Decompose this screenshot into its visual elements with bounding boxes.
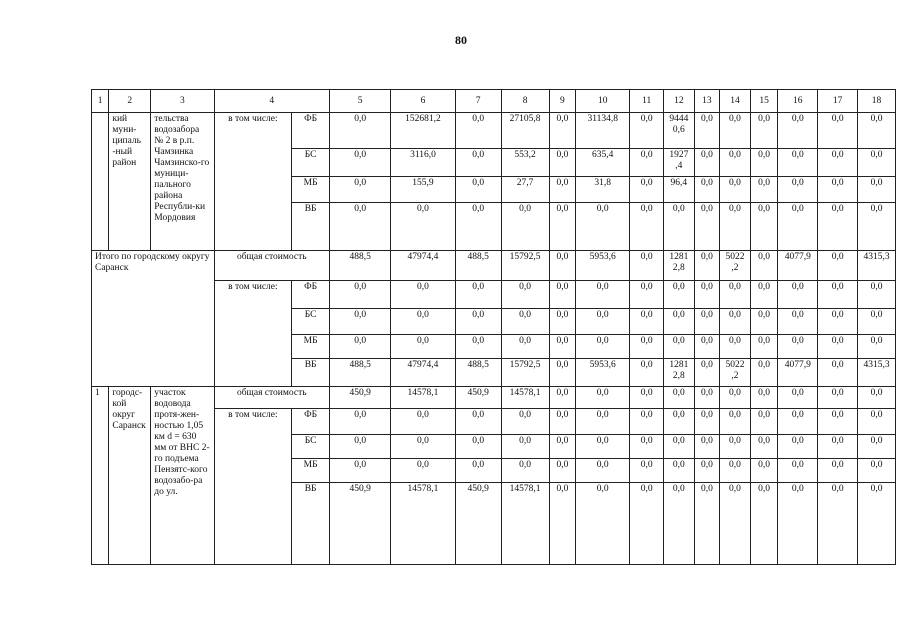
column-header: 14 bbox=[720, 90, 751, 113]
value-cell: 0,0 bbox=[720, 459, 751, 483]
value-cell: 0,0 bbox=[818, 309, 858, 335]
value-cell: 0,0 bbox=[750, 149, 778, 177]
value-cell: 0,0 bbox=[818, 335, 858, 359]
value-cell: 0,0 bbox=[750, 281, 778, 309]
value-cell: 0,0 bbox=[664, 203, 695, 251]
value-cell: 27105,8 bbox=[501, 113, 549, 149]
column-header: 13 bbox=[694, 90, 720, 113]
value-cell: 0,0 bbox=[750, 387, 778, 409]
value-cell: 488,5 bbox=[455, 251, 501, 281]
value-cell: 450,9 bbox=[330, 483, 391, 565]
fund-code-cell: БС bbox=[292, 435, 330, 459]
value-cell: 0,0 bbox=[630, 251, 664, 281]
value-cell: 0,0 bbox=[720, 149, 751, 177]
value-cell: 0,0 bbox=[576, 203, 630, 251]
value-cell: 0,0 bbox=[750, 483, 778, 565]
value-cell: 0,0 bbox=[576, 435, 630, 459]
value-cell: 1927 ,4 bbox=[664, 149, 695, 177]
fund-code-cell: ВБ bbox=[292, 483, 330, 565]
value-cell: 0,0 bbox=[501, 281, 549, 309]
column-header: 7 bbox=[455, 90, 501, 113]
district-cell: городс-кой округ Саранск bbox=[109, 387, 151, 565]
value-cell: 96,4 bbox=[664, 177, 695, 203]
value-cell: 47974,4 bbox=[391, 359, 455, 387]
value-cell: 450,9 bbox=[455, 387, 501, 409]
value-cell: 0,0 bbox=[455, 435, 501, 459]
value-cell: 4077,9 bbox=[778, 359, 818, 387]
value-cell: 0,0 bbox=[630, 335, 664, 359]
value-cell: 0,0 bbox=[576, 387, 630, 409]
including-label: в том числе: bbox=[214, 113, 292, 251]
fund-code-cell: БС bbox=[292, 149, 330, 177]
row-number-cell bbox=[92, 113, 109, 251]
column-header: 2 bbox=[109, 90, 151, 113]
value-cell: 5022 ,2 bbox=[720, 359, 751, 387]
value-cell: 0,0 bbox=[455, 281, 501, 309]
column-header: 12 bbox=[664, 90, 695, 113]
value-cell: 0,0 bbox=[750, 335, 778, 359]
value-cell: 152681,2 bbox=[391, 113, 455, 149]
value-cell: 0,0 bbox=[630, 203, 664, 251]
value-cell: 0,0 bbox=[778, 113, 818, 149]
value-cell: 0,0 bbox=[455, 335, 501, 359]
value-cell: 0,0 bbox=[818, 251, 858, 281]
value-cell: 0,0 bbox=[858, 387, 896, 409]
value-cell: 0,0 bbox=[549, 459, 576, 483]
value-cell: 0,0 bbox=[549, 435, 576, 459]
fund-code-cell: ФБ bbox=[292, 113, 330, 149]
value-cell: 0,0 bbox=[330, 149, 391, 177]
value-cell: 0,0 bbox=[549, 113, 576, 149]
value-cell: 0,0 bbox=[576, 459, 630, 483]
value-cell: 0,0 bbox=[330, 177, 391, 203]
value-cell: 0,0 bbox=[576, 483, 630, 565]
value-cell: 635,4 bbox=[576, 149, 630, 177]
value-cell: 0,0 bbox=[694, 387, 720, 409]
value-cell: 0,0 bbox=[720, 203, 751, 251]
value-cell: 0,0 bbox=[720, 409, 751, 435]
value-cell: 0,0 bbox=[778, 483, 818, 565]
column-header: 11 bbox=[630, 90, 664, 113]
value-cell: 14578,1 bbox=[391, 387, 455, 409]
value-cell: 14578,1 bbox=[501, 483, 549, 565]
value-cell: 0,0 bbox=[778, 177, 818, 203]
object-name-cell: участок водовода протя-жен-ностью 1,05 км d = 630 мм от ВНС 2-го подъема Пензятс-кого водозабо-ра до ул. bbox=[151, 387, 214, 565]
value-cell: 0,0 bbox=[818, 483, 858, 565]
fund-code-cell: МБ bbox=[292, 177, 330, 203]
table-row bbox=[92, 113, 896, 149]
object-name-cell: тельства водозабора № 2 в р.п. Чамзинка Чамзинско-го муници-пального района Республи-ки Мордовия bbox=[151, 113, 214, 251]
value-cell: 0,0 bbox=[664, 387, 695, 409]
value-cell: 0,0 bbox=[576, 281, 630, 309]
value-cell: 0,0 bbox=[630, 435, 664, 459]
column-header: 9 bbox=[549, 90, 576, 113]
value-cell: 0,0 bbox=[630, 483, 664, 565]
column-header: 1 bbox=[92, 90, 109, 113]
fund-code-cell: ВБ bbox=[292, 203, 330, 251]
column-header: 8 bbox=[501, 90, 549, 113]
value-cell: 0,0 bbox=[549, 203, 576, 251]
value-cell: 0,0 bbox=[576, 335, 630, 359]
value-cell: 0,0 bbox=[694, 281, 720, 309]
value-cell: 0,0 bbox=[501, 203, 549, 251]
value-cell: 0,0 bbox=[549, 359, 576, 387]
page-number: 80 bbox=[455, 33, 467, 47]
value-cell: 0,0 bbox=[720, 335, 751, 359]
value-cell: 0,0 bbox=[778, 203, 818, 251]
value-cell: 0,0 bbox=[858, 459, 896, 483]
value-cell: 0,0 bbox=[391, 335, 455, 359]
value-cell: 0,0 bbox=[549, 309, 576, 335]
value-cell: 15792,5 bbox=[501, 359, 549, 387]
value-cell: 0,0 bbox=[664, 335, 695, 359]
value-cell: 0,0 bbox=[501, 459, 549, 483]
value-cell: 0,0 bbox=[664, 435, 695, 459]
value-cell: 0,0 bbox=[818, 281, 858, 309]
value-cell: 0,0 bbox=[694, 459, 720, 483]
value-cell: 0,0 bbox=[818, 359, 858, 387]
city-total-label: Итого по городскому округу Саранск bbox=[92, 251, 215, 387]
value-cell: 0,0 bbox=[818, 149, 858, 177]
value-cell: 4315,3 bbox=[858, 251, 896, 281]
value-cell: 0,0 bbox=[694, 113, 720, 149]
value-cell: 0,0 bbox=[750, 359, 778, 387]
value-cell: 0,0 bbox=[549, 281, 576, 309]
value-cell: 0,0 bbox=[750, 435, 778, 459]
fund-code-cell: МБ bbox=[292, 459, 330, 483]
value-cell: 47974,4 bbox=[391, 251, 455, 281]
value-cell: 0,0 bbox=[330, 335, 391, 359]
value-cell: 0,0 bbox=[455, 177, 501, 203]
value-cell: 0,0 bbox=[330, 459, 391, 483]
value-cell: 0,0 bbox=[750, 251, 778, 281]
total-cost-label: общая стоимость bbox=[214, 251, 329, 281]
value-cell: 0,0 bbox=[750, 113, 778, 149]
value-cell: 0,0 bbox=[501, 435, 549, 459]
value-cell: 0,0 bbox=[778, 335, 818, 359]
value-cell: 0,0 bbox=[630, 387, 664, 409]
district-cell: кий муни-ципаль -ный район bbox=[109, 113, 151, 251]
value-cell: 0,0 bbox=[750, 309, 778, 335]
value-cell: 0,0 bbox=[391, 435, 455, 459]
value-cell: 553,2 bbox=[501, 149, 549, 177]
value-cell: 0,0 bbox=[455, 459, 501, 483]
total-row bbox=[92, 387, 896, 409]
value-cell: 9444 0,6 bbox=[664, 113, 695, 149]
value-cell: 488,5 bbox=[455, 359, 501, 387]
value-cell: 0,0 bbox=[455, 203, 501, 251]
value-cell: 0,0 bbox=[576, 409, 630, 435]
value-cell: 0,0 bbox=[778, 459, 818, 483]
value-cell: 0,0 bbox=[750, 203, 778, 251]
value-cell: 0,0 bbox=[391, 309, 455, 335]
value-cell: 0,0 bbox=[664, 309, 695, 335]
value-cell: 31134,8 bbox=[576, 113, 630, 149]
value-cell: 0,0 bbox=[576, 309, 630, 335]
value-cell: 488,5 bbox=[330, 359, 391, 387]
value-cell: 0,0 bbox=[720, 281, 751, 309]
value-cell: 0,0 bbox=[694, 435, 720, 459]
including-label: в том числе: bbox=[214, 409, 292, 565]
value-cell: 0,0 bbox=[694, 483, 720, 565]
value-cell: 31,8 bbox=[576, 177, 630, 203]
value-cell: 0,0 bbox=[720, 177, 751, 203]
value-cell: 0,0 bbox=[818, 113, 858, 149]
value-cell: 0,0 bbox=[694, 149, 720, 177]
column-header: 18 bbox=[858, 90, 896, 113]
value-cell: 0,0 bbox=[549, 483, 576, 565]
value-cell: 0,0 bbox=[630, 281, 664, 309]
value-cell: 14578,1 bbox=[391, 483, 455, 565]
value-cell: 0,0 bbox=[818, 203, 858, 251]
value-cell: 0,0 bbox=[455, 309, 501, 335]
value-cell: 0,0 bbox=[630, 359, 664, 387]
table-body bbox=[92, 90, 896, 565]
value-cell: 0,0 bbox=[501, 335, 549, 359]
value-cell: 0,0 bbox=[330, 309, 391, 335]
value-cell: 0,0 bbox=[549, 335, 576, 359]
value-cell: 0,0 bbox=[694, 409, 720, 435]
value-cell: 0,0 bbox=[630, 409, 664, 435]
value-cell: 14578,1 bbox=[501, 387, 549, 409]
value-cell: 0,0 bbox=[630, 309, 664, 335]
value-cell: 0,0 bbox=[858, 483, 896, 565]
value-cell: 0,0 bbox=[720, 113, 751, 149]
value-cell: 0,0 bbox=[720, 435, 751, 459]
column-header: 3 bbox=[151, 90, 214, 113]
value-cell: 1281 2,8 bbox=[664, 359, 695, 387]
value-cell: 0,0 bbox=[858, 309, 896, 335]
value-cell: 0,0 bbox=[858, 203, 896, 251]
value-cell: 15792,5 bbox=[501, 251, 549, 281]
value-cell: 0,0 bbox=[501, 409, 549, 435]
column-header: 16 bbox=[778, 90, 818, 113]
value-cell: 5022 ,2 bbox=[720, 251, 751, 281]
column-header: 6 bbox=[391, 90, 455, 113]
fund-code-cell: ФБ bbox=[292, 281, 330, 309]
value-cell: 0,0 bbox=[630, 113, 664, 149]
fund-code-cell: МБ bbox=[292, 335, 330, 359]
total-row bbox=[92, 251, 896, 281]
value-cell: 0,0 bbox=[858, 177, 896, 203]
value-cell: 0,0 bbox=[750, 177, 778, 203]
value-cell: 0,0 bbox=[455, 409, 501, 435]
value-cell: 0,0 bbox=[455, 149, 501, 177]
value-cell: 0,0 bbox=[818, 459, 858, 483]
value-cell: 0,0 bbox=[858, 281, 896, 309]
row-number-cell: 1 bbox=[92, 387, 109, 565]
value-cell: 0,0 bbox=[750, 409, 778, 435]
value-cell: 0,0 bbox=[549, 409, 576, 435]
value-cell: 0,0 bbox=[778, 149, 818, 177]
value-cell: 0,0 bbox=[778, 281, 818, 309]
value-cell: 0,0 bbox=[330, 113, 391, 149]
column-header: 4 bbox=[214, 90, 329, 113]
total-cost-label: общая стоимость bbox=[214, 387, 329, 409]
value-cell: 0,0 bbox=[858, 409, 896, 435]
value-cell: 0,0 bbox=[455, 113, 501, 149]
value-cell: 0,0 bbox=[549, 251, 576, 281]
fund-code-cell: БС bbox=[292, 309, 330, 335]
value-cell: 0,0 bbox=[549, 177, 576, 203]
value-cell: 0,0 bbox=[630, 149, 664, 177]
value-cell: 0,0 bbox=[549, 387, 576, 409]
value-cell: 450,9 bbox=[455, 483, 501, 565]
value-cell: 0,0 bbox=[818, 409, 858, 435]
value-cell: 0,0 bbox=[750, 459, 778, 483]
value-cell: 0,0 bbox=[778, 435, 818, 459]
value-cell: 1281 2,8 bbox=[664, 251, 695, 281]
value-cell: 0,0 bbox=[694, 359, 720, 387]
value-cell: 0,0 bbox=[391, 281, 455, 309]
header-row bbox=[92, 90, 896, 113]
value-cell: 0,0 bbox=[664, 281, 695, 309]
value-cell: 0,0 bbox=[549, 149, 576, 177]
value-cell: 0,0 bbox=[330, 409, 391, 435]
value-cell: 0,0 bbox=[694, 335, 720, 359]
value-cell: 5953,6 bbox=[576, 359, 630, 387]
value-cell: 0,0 bbox=[664, 459, 695, 483]
value-cell: 27,7 bbox=[501, 177, 549, 203]
budget-table bbox=[91, 89, 896, 565]
value-cell: 0,0 bbox=[818, 435, 858, 459]
value-cell: 155,9 bbox=[391, 177, 455, 203]
value-cell: 0,0 bbox=[694, 309, 720, 335]
value-cell: 0,0 bbox=[778, 409, 818, 435]
value-cell: 0,0 bbox=[720, 309, 751, 335]
value-cell: 0,0 bbox=[858, 335, 896, 359]
value-cell: 488,5 bbox=[330, 251, 391, 281]
value-cell: 0,0 bbox=[330, 203, 391, 251]
value-cell: 0,0 bbox=[391, 409, 455, 435]
value-cell: 0,0 bbox=[818, 177, 858, 203]
value-cell: 0,0 bbox=[858, 435, 896, 459]
value-cell: 0,0 bbox=[694, 251, 720, 281]
value-cell: 0,0 bbox=[330, 281, 391, 309]
value-cell: 0,0 bbox=[694, 203, 720, 251]
value-cell: 0,0 bbox=[694, 177, 720, 203]
value-cell: 4077,9 bbox=[778, 251, 818, 281]
value-cell: 0,0 bbox=[818, 387, 858, 409]
fund-code-cell: ФБ bbox=[292, 409, 330, 435]
value-cell: 0,0 bbox=[630, 177, 664, 203]
column-header: 17 bbox=[818, 90, 858, 113]
value-cell: 0,0 bbox=[858, 149, 896, 177]
value-cell: 0,0 bbox=[858, 113, 896, 149]
value-cell: 0,0 bbox=[391, 203, 455, 251]
value-cell: 0,0 bbox=[501, 309, 549, 335]
including-label: в том числе: bbox=[214, 281, 292, 387]
value-cell: 0,0 bbox=[330, 435, 391, 459]
value-cell: 0,0 bbox=[720, 387, 751, 409]
value-cell: 0,0 bbox=[391, 459, 455, 483]
column-header: 5 bbox=[330, 90, 391, 113]
value-cell: 0,0 bbox=[664, 409, 695, 435]
value-cell: 0,0 bbox=[778, 309, 818, 335]
column-header: 15 bbox=[750, 90, 778, 113]
value-cell: 0,0 bbox=[630, 459, 664, 483]
value-cell: 450,9 bbox=[330, 387, 391, 409]
value-cell: 0,0 bbox=[720, 483, 751, 565]
value-cell: 0,0 bbox=[664, 483, 695, 565]
fund-code-cell: ВБ bbox=[292, 359, 330, 387]
column-header: 10 bbox=[576, 90, 630, 113]
value-cell: 3116,0 bbox=[391, 149, 455, 177]
value-cell: 0,0 bbox=[778, 387, 818, 409]
value-cell: 4315,3 bbox=[858, 359, 896, 387]
value-cell: 5953,6 bbox=[576, 251, 630, 281]
